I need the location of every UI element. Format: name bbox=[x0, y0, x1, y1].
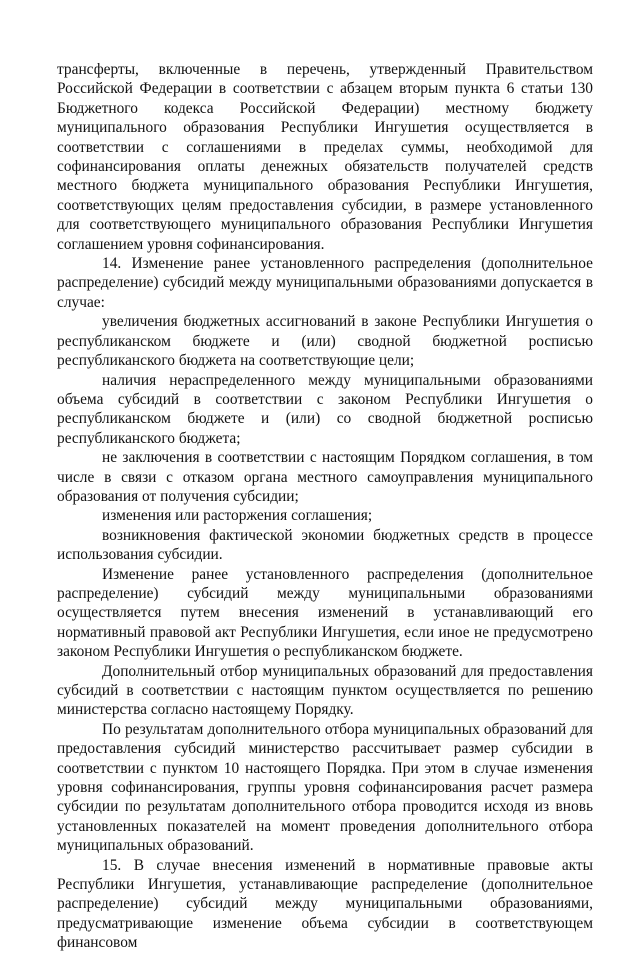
paragraph-additional-selection: Дополнительный отбор муниципальных образований для предоставления субсидий в соответствии с настоящим пунктом осуществляется по решению министерства согласно настоящему Порядку. bbox=[57, 662, 593, 719]
paragraph-change-procedure: Изменение ранее установленного распределения (дополнительное распределение) субсидий между муниципальными образованиями осуществляется путем внесения изменений в устанавливающий его нормативный правовой акт Республики Ингушетия, если иное не предусмотрено законом Республики Ингушетия о республиканском бюджете. bbox=[57, 565, 593, 661]
paragraph-item-15: 15. В случае внесения изменений в нормативные правовые акты Республики Ингушетия, устанавливающие распределение (дополнительное распределение) субсидий между муниципальными образованиями, предусматривающие изменение объема субсидии в соответствующем финансовом bbox=[57, 856, 593, 952]
paragraph-item-14: 14. Изменение ранее установленного распределения (дополнительное распределение) субсидий между муниципальными образованиями допускается в случае: bbox=[57, 255, 593, 311]
paragraph-case-savings: возникновения фактической экономии бюджетных средств в процессе использования субсидии. bbox=[57, 526, 593, 564]
paragraph-case-agreement-change: изменения или расторжения соглашения; bbox=[102, 507, 373, 525]
paragraph-case-no-agreement: не заключения в соответствии с настоящим Порядком соглашения, в том числе в связи с отказом органа местного самоуправления муниципального образования от получения субсидии; bbox=[57, 449, 593, 505]
paragraph-case-undistributed: наличия нераспределенного между муниципальными образованиями объема субсидий в соответствии с законом Республики Ингушетия о республиканском бюджете и (или) со сводной бюджетной росписью республиканского бюджета; bbox=[57, 371, 593, 447]
paragraph-case-budget-increase: увеличения бюджетных ассигнований в законе Республики Ингушетия о республиканском бюджете и (или) сводной бюджетной росписью республиканского бюджета на соответствующие цели; bbox=[57, 313, 593, 370]
paragraph-continuation: трансферты, включенные в перечень, утвержденный Правительством Российской Федерации в соответствии с абзацем вторым пункта 6 статьи 130 Бюджетного кодекса Российской Федерации) местному бюджету муниципального образования Республики Ингушетия осуществляется в соответствии с соглашениями в пределах суммы, необходимой для софинансирования оплаты денежных обязательств получателей средств местного бюджета муниципального образования Республики Ингушетия, соответствующих целям предоставления субсидии, в размере установленного для соответствующего муниципального образования Республики Ингушетия соглашением уровня софинансирования. bbox=[57, 61, 593, 253]
paragraph-selection-results: По результатам дополнительного отбора муниципальных образований для предоставления субсидий министерство рассчитывает размер субсидии в соответствии с пунктом 10 настоящего Порядка. При этом в случае изменения уровня софинансирования, группы уровня софинансирования расчет размера субсидии по результатам дополнительного отбора проводится исходя из вновь установленных показателей на момент проведения дополнительного отбора муниципальных образований. bbox=[57, 720, 593, 855]
